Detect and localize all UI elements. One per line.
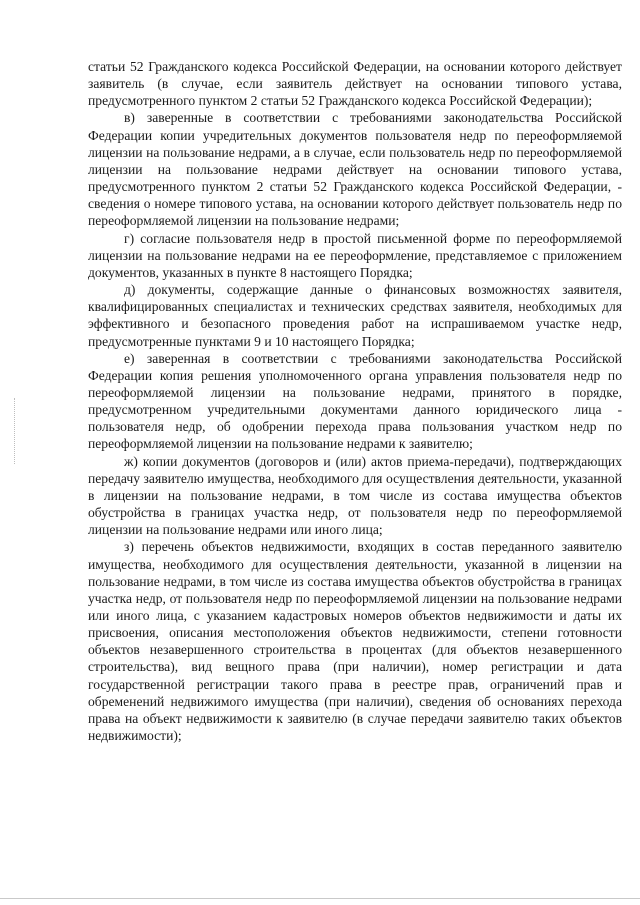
scan-margin-mark	[14, 398, 16, 464]
scan-bottom-edge	[0, 898, 640, 899]
paragraph-item-d: д) документы, содержащие данные о финансовых возможностях заявителя, квалифицированных специалистах и технических средствах заявителя, необходимых для эффективного и безопасного проведения работ на испрашиваемом участке недр, предусмотренные пунктами 9 и 10 настоящего Порядка;	[88, 282, 622, 349]
document-body	[88, 58, 622, 744]
paragraph-item-zh: ж) копии документов (договоров и (или) актов приема-передачи), подтверждающих передачу заявителю имущества, необходимого для осуществления деятельности, указанной в лицензии на пользование недрами, в том числе из состава имущества объектов обустройства в границах участка недр, от пользователя недр по переоформляемой лицензии на пользование недрами или иного лица;	[88, 453, 622, 538]
paragraph-item-z: з) перечень объектов недвижимости, входящих в состав переданного заявителю имущества, необходимого для осуществления деятельности, указанной в лицензии на пользование недрами, в том числе из состава имущества объектов обустройства в границах участка недр, от пользователя недр по переоформляемой лицензии на пользование недрами или иного лица, с указанием кадастровых номеров объектов недвижимости и даты их присвоения, описания местоположения объектов недвижимости, степени готовности объектов незавершенного строительства в процентах (для объектов незавершенного строительства), вид вещного права (при наличии), номер регистрации и дата государственной регистрации такого права в реестре прав, ограничений прав и обременений недвижимого имущества (при наличии), сведения об основаниях перехода права на объект недвижимости к заявителю (в случае передачи заявителю таких объектов недвижимости);	[88, 539, 622, 744]
paragraph-item-g: г) согласие пользователя недр в простой письменной форме по переоформляемой лицензии на пользование недрами на ее переоформление, представляемое с приложением документов, указанных в пункте 8 настоящего Порядка;	[88, 230, 622, 280]
paragraph-item-v: в) заверенные в соответствии с требованиями законодательства Российской Федерации копии учредительных документов пользователя недр по переоформляемой лицензии на пользование недрами, а в случае, если пользователь недр по переоформляемой лицензии на пользование недрами действует на основании типового устава, предусмотренного пунктом 2 статьи 52 Гражданского кодекса Российской Федерации, - сведения о номере типового устава, на основании которого действует пользователь недр по переоформляемой лицензии на пользование недрами;	[88, 110, 622, 229]
paragraph-continuation: статьи 52 Гражданского кодекса Российской Федерации, на основании которого действует заявитель (в случае, если заявитель действует на основании типового устава, предусмотренного пунктом 2 статьи 52 Гражданского кодекса Российской Федерации);	[88, 59, 622, 109]
paragraph-item-e: е) заверенная в соответствии с требованиями законодательства Российской Федерации копия решения уполномоченного органа управления пользователя недр по переоформляемой лицензии на пользование недрами, принятого в порядке, предусмотренном учредительными документами данного юридического лица - пользователя недр, об одобрении перехода права пользования участком недр по переоформляемой лицензии на пользование недрами к заявителю;	[88, 350, 622, 452]
